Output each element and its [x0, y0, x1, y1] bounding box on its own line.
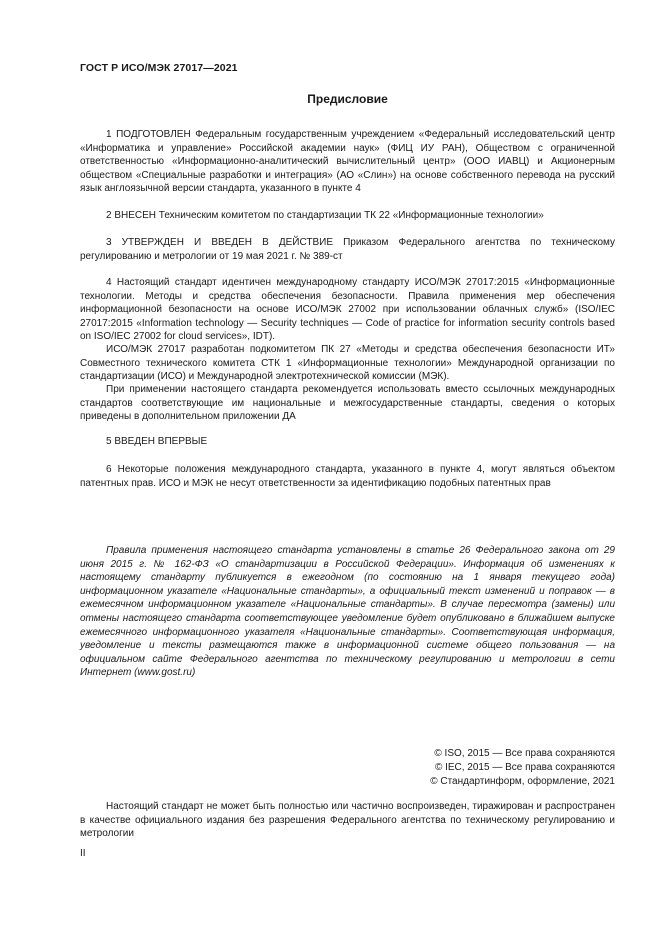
- paragraph-4: 4 Настоящий стандарт идентичен международному стандарту ИСО/МЭК 27017:2015 «Информационные технологии. Методы и средства обеспечения безопасности. Правила применения мер обеспечения информационной безопасности на основе ИСО/МЭК 27002 при использовании облачных служб» (ISO/IEC 27017:2015 «Information technology — Security techniques — Code of practice for information security controls based on ISO/IEC 27002 for cloud services», IDT).: [80, 277, 615, 343]
- copyright-standartinform: © Стандартинформ, оформление, 2021: [430, 776, 615, 787]
- copyright-iso: © ISO, 2015 — Все права сохраняются: [434, 748, 615, 759]
- rules-note: Правила применения настоящего стандарта установлены в статье 26 Федерального закона от 29 июня 2015 г. № 162-ФЗ «О стандартизации в Российской Федерации». Информация об изменениях к настоящему стандарту публикуется в ежегодном (по состоянию на 1 января текущего года) информационном указателе «Национальные стандарты», а официальный текст изменений и поправок — в ежемесячном информационном указателе «Национальные стандарты». В случае пересмотра (замены) или отмены настоящего стандарта соответствующее уведомление будет опубликовано в ближайшем выпуске ежемесячного информационного указателя «Национальные стандарты». Соответствующая информация, уведомление и тексты размещаются также в информационной системе общего пользования — на официальном сайте Федерального агентства по техническому регулированию и метрологии в сети Интернет (www.gost.ru): [80, 545, 615, 679]
- paragraph-5: 5 ВВЕДЕН ВПЕРВЫЕ: [106, 436, 208, 447]
- paragraph-3: 3 УТВЕРЖДЕН И ВВЕДЕН В ДЕЙСТВИЕ Приказом Федерального агентства по техническому регулированию и метрологии от 19 мая 2021 г. № 389-ст: [80, 237, 615, 262]
- page-title: Предисловие: [307, 92, 388, 106]
- paragraph-1: 1 ПОДГОТОВЛЕН Федеральным государственным учреждением «Федеральный исследовательский центр «Информатика и управление» Российской академии наук» (ФИЦ ИУ РАН), Обществом с ограниченной ответственностью «Информационно-аналитический вычислительный центр» (ООО ИАВЦ) и Акционерным обществом «Специальные разработки и интеграция» (АО «Слин») на основе собственного перевода на русский язык англоязычной версии стандарта, указанного в пункте 4: [80, 129, 615, 195]
- document-header: ГОСТ Р ИСО/МЭК 27017—2021: [80, 62, 238, 74]
- page-number: II: [80, 848, 86, 859]
- paragraph-6: 6 Некоторые положения международного стандарта, указанного в пункте 4, могут являться объектом патентных прав. ИСО и МЭК не несут ответственности за идентификацию подобных патентных прав: [80, 464, 615, 489]
- paragraph-4-subcommittee: ИСО/МЭК 27017 разработан подкомитетом ПК 27 «Методы и средства обеспечения безопасности ИТ» Совместного технического комитета СТК 1 «Информационные технологии» Международной организации по стандартизации (ИСО) и Международной электротехнической комиссии (МЭК).: [80, 344, 615, 383]
- copyright-iec: © IEC, 2015 — Все права сохраняются: [434, 762, 615, 773]
- paragraph-4-references: При применении настоящего стандарта рекомендуется использовать вместо ссылочных международных стандартов соответствующие им национальные и межгосударственные стандарты, сведения о которых приведены в дополнительном приложении ДА: [80, 384, 615, 423]
- paragraph-2: 2 ВНЕСЕН Техническим комитетом по стандартизации ТК 22 «Информационные технологии»: [106, 210, 544, 221]
- reproduction-note: Настоящий стандарт не может быть полностью или частично воспроизведен, тиражирован и распространен в качестве официального издания без разрешения Федерального агентства по техническому регулированию и метрологии: [80, 801, 615, 840]
